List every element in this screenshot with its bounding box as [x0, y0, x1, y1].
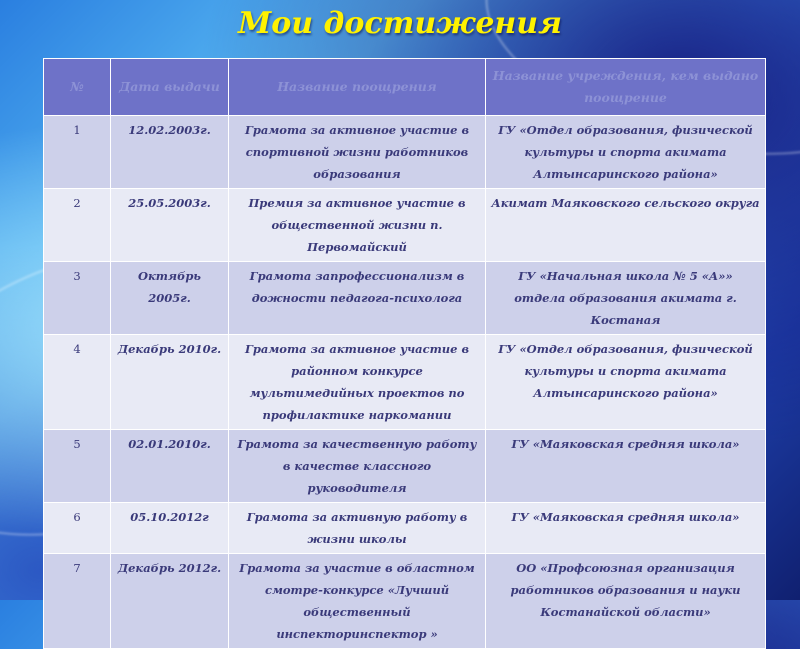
page-title: Мои достижения: [238, 6, 562, 41]
cell-award: Грамота за качественную работу в качестве классного руководителя: [229, 430, 486, 503]
cell-number: 6: [44, 503, 111, 554]
table-row: [44, 430, 766, 503]
cell-date: 12.02.2003г.: [111, 116, 229, 189]
table-row: [44, 116, 766, 189]
cell-organization: ГУ «Отдел образования, физической культуры и спорта акимата Алтынсаринского района»: [486, 116, 766, 189]
cell-award: Грамота за участие в областном смотре-конкурсе «Лучший общественный инспекторинспектор »: [229, 554, 486, 649]
cell-date: 02.01.2010г.: [111, 430, 229, 503]
cell-award: Грамота за активную работу в жизни школы: [229, 503, 486, 554]
cell-organization: ГУ «Отдел образования, физической культуры и спорта акимата Алтынсаринского района»: [486, 335, 766, 430]
cell-date: 25.05.2003г.: [111, 189, 229, 262]
cell-number: 7: [44, 554, 111, 649]
table-row: [44, 189, 766, 262]
cell-date: 05.10.2012г: [111, 503, 229, 554]
cell-number: 2: [44, 189, 111, 262]
cell-number: 1: [44, 116, 111, 189]
cell-number: 3: [44, 262, 111, 335]
cell-organization: ГУ «Маяковская средняя школа»: [486, 430, 766, 503]
cell-number: 5: [44, 430, 111, 503]
table-header-row: [44, 59, 766, 116]
cell-award: Грамота за активное участие в районном конкурсе мультимедийных проектов по профилактике наркомании: [229, 335, 486, 430]
table-row: [44, 262, 766, 335]
cell-award: Грамота за активное участие в спортивной жизни работников образования: [229, 116, 486, 189]
cell-date: Декабрь 2012г.: [111, 554, 229, 649]
header-date: Дата выдачи: [111, 59, 229, 116]
cell-date: Октябрь 2005г.: [111, 262, 229, 335]
header-organization: Название учреждения, кем выдано поощрение: [486, 59, 766, 116]
cell-date: Декабрь 2010г.: [111, 335, 229, 430]
cell-organization: Акимат Маяковского сельского округа: [486, 189, 766, 262]
cell-organization: ОО «Профсоюзная организация работников образования и науки Костанайской области»: [486, 554, 766, 649]
header-number: №: [44, 59, 111, 116]
achievements-table: [43, 58, 766, 649]
cell-number: 4: [44, 335, 111, 430]
table-row: [44, 554, 766, 649]
cell-organization: ГУ «Начальная школа № 5 «А»» отдела образования акимата г. Костаная: [486, 262, 766, 335]
table-row: [44, 503, 766, 554]
cell-award: Премия за активное участие в общественной жизни п. Первомайский: [229, 189, 486, 262]
header-award: Название поощрения: [229, 59, 486, 116]
cell-award: Грамота запрофессионализм в дожности педагога-психолога: [229, 262, 486, 335]
table-row: [44, 335, 766, 430]
cell-organization: ГУ «Маяковская средняя школа»: [486, 503, 766, 554]
